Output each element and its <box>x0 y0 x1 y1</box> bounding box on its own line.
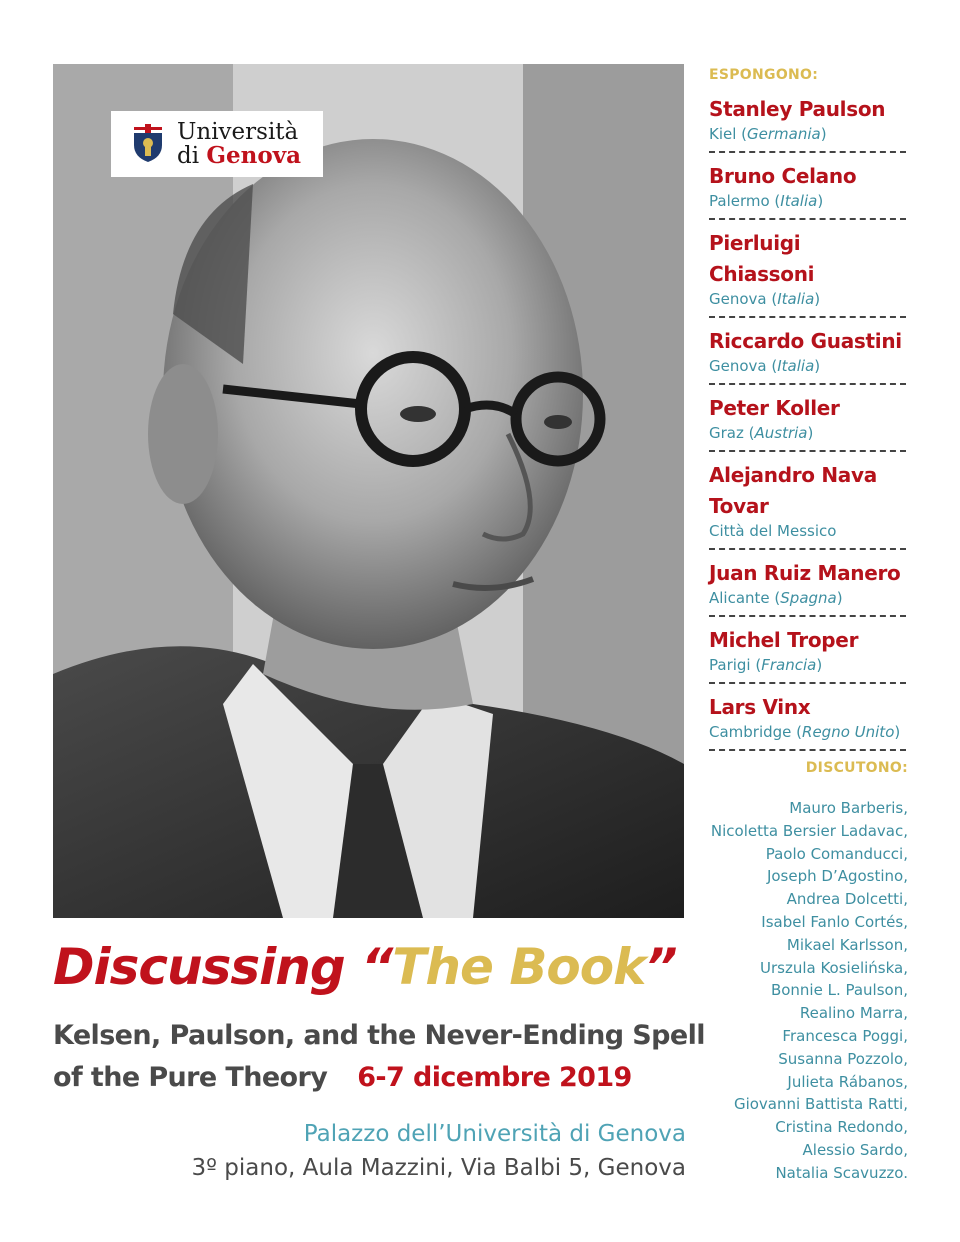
speaker-item <box>709 625 906 684</box>
title-highlight: The Book <box>392 938 646 996</box>
discussant-name: Alessio Sardo, <box>802 1140 908 1159</box>
portrait-illustration <box>53 64 684 918</box>
subtitle-line-2: of the Pure Theory 6-7 dicembre 2019 <box>53 1062 632 1093</box>
discussant-name: Joseph D’Agostino, <box>766 867 908 886</box>
discussant-name: Mauro Barberis, <box>789 799 908 817</box>
discussants-heading: DISCUTONO: <box>805 760 908 776</box>
logo-line-2: di Genova <box>177 142 301 169</box>
venue-address: 3º piano, Aula Mazzini, Via Balbi 5, Genova <box>191 1155 686 1181</box>
discussant-name: Susanna Pozzolo, <box>778 1049 908 1068</box>
discussant-name: Natalia Scavuzzo. <box>775 1163 908 1182</box>
speaker-place: Genova (Italia) <box>709 290 821 308</box>
speaker-item <box>709 228 906 318</box>
speaker-place: Alicante (Spagna) <box>709 589 843 607</box>
speaker-item <box>709 393 906 452</box>
speaker-name: Juan Ruiz Manero <box>709 561 901 585</box>
portrait-photo <box>53 64 684 918</box>
speakers-heading: ESPONGONO: <box>709 67 819 83</box>
speaker-name: Stanley Paulson <box>709 97 886 121</box>
speaker-item <box>709 692 906 751</box>
speakers-list <box>709 94 906 759</box>
speaker-place: Parigi (Francia) <box>709 656 823 674</box>
discussant-name: Julieta Rábanos, <box>787 1072 908 1091</box>
speaker-item <box>709 558 906 617</box>
discussant-name: Urszula Kosielińska, <box>760 958 908 977</box>
discussant-name: Francesca Poggi, <box>782 1026 908 1045</box>
university-logo <box>111 111 323 177</box>
speaker-place: Cambridge (Regno Unito) <box>709 723 901 741</box>
speaker-place: Palermo (Italia) <box>709 192 824 210</box>
speaker-item <box>709 161 906 220</box>
speaker-name: Riccardo Guastini <box>709 329 902 353</box>
shield-icon <box>133 123 163 163</box>
speaker-place: Genova (Italia) <box>709 357 821 375</box>
speaker-name: Bruno Celano <box>709 164 857 188</box>
speaker-item <box>709 326 906 385</box>
venue-name: Palazzo dell’Università di Genova <box>303 1121 686 1147</box>
discussant-name: Andrea Dolcetti, <box>786 890 908 909</box>
speaker-item <box>709 460 906 550</box>
speaker-name: Lars Vinx <box>709 695 811 719</box>
speaker-place: Città del Messico <box>709 522 837 540</box>
discussant-name: Nicoletta Bersier Ladavac, <box>710 821 908 840</box>
subtitle-line-1: Kelsen, Paulson, and the Never-Ending Spell <box>53 1020 705 1051</box>
discussant-name: Cristina Redondo, <box>775 1118 908 1137</box>
discussant-name: Giovanni Battista Ratti, <box>733 1095 908 1114</box>
discussants-list <box>711 797 908 1185</box>
speaker-name: Peter Koller <box>709 396 840 420</box>
discussant-name: Bonnie L. Paulson, <box>770 981 908 1000</box>
discussant-name: Paolo Comanducci, <box>765 844 908 863</box>
speaker-place: Kiel (Germania) <box>709 125 827 143</box>
discussant-name: Realino Marra, <box>799 1004 908 1023</box>
event-title: Discussing “The Book” <box>53 938 677 996</box>
speaker-name: Michel Troper <box>709 628 859 652</box>
discussant-name: Isabel Fanlo Cortés, <box>761 912 908 931</box>
speaker-place: Graz (Austria) <box>709 424 814 442</box>
event-dates: 6-7 dicembre 2019 <box>357 1062 632 1093</box>
speaker-item <box>709 94 906 153</box>
discussant-name: Mikael Karlsson, <box>786 935 908 954</box>
speaker-name: Alejandro Nava Tovar <box>709 463 877 518</box>
logo-line-1: Università <box>177 119 299 145</box>
speaker-name: Pierluigi Chiassoni <box>709 231 815 286</box>
